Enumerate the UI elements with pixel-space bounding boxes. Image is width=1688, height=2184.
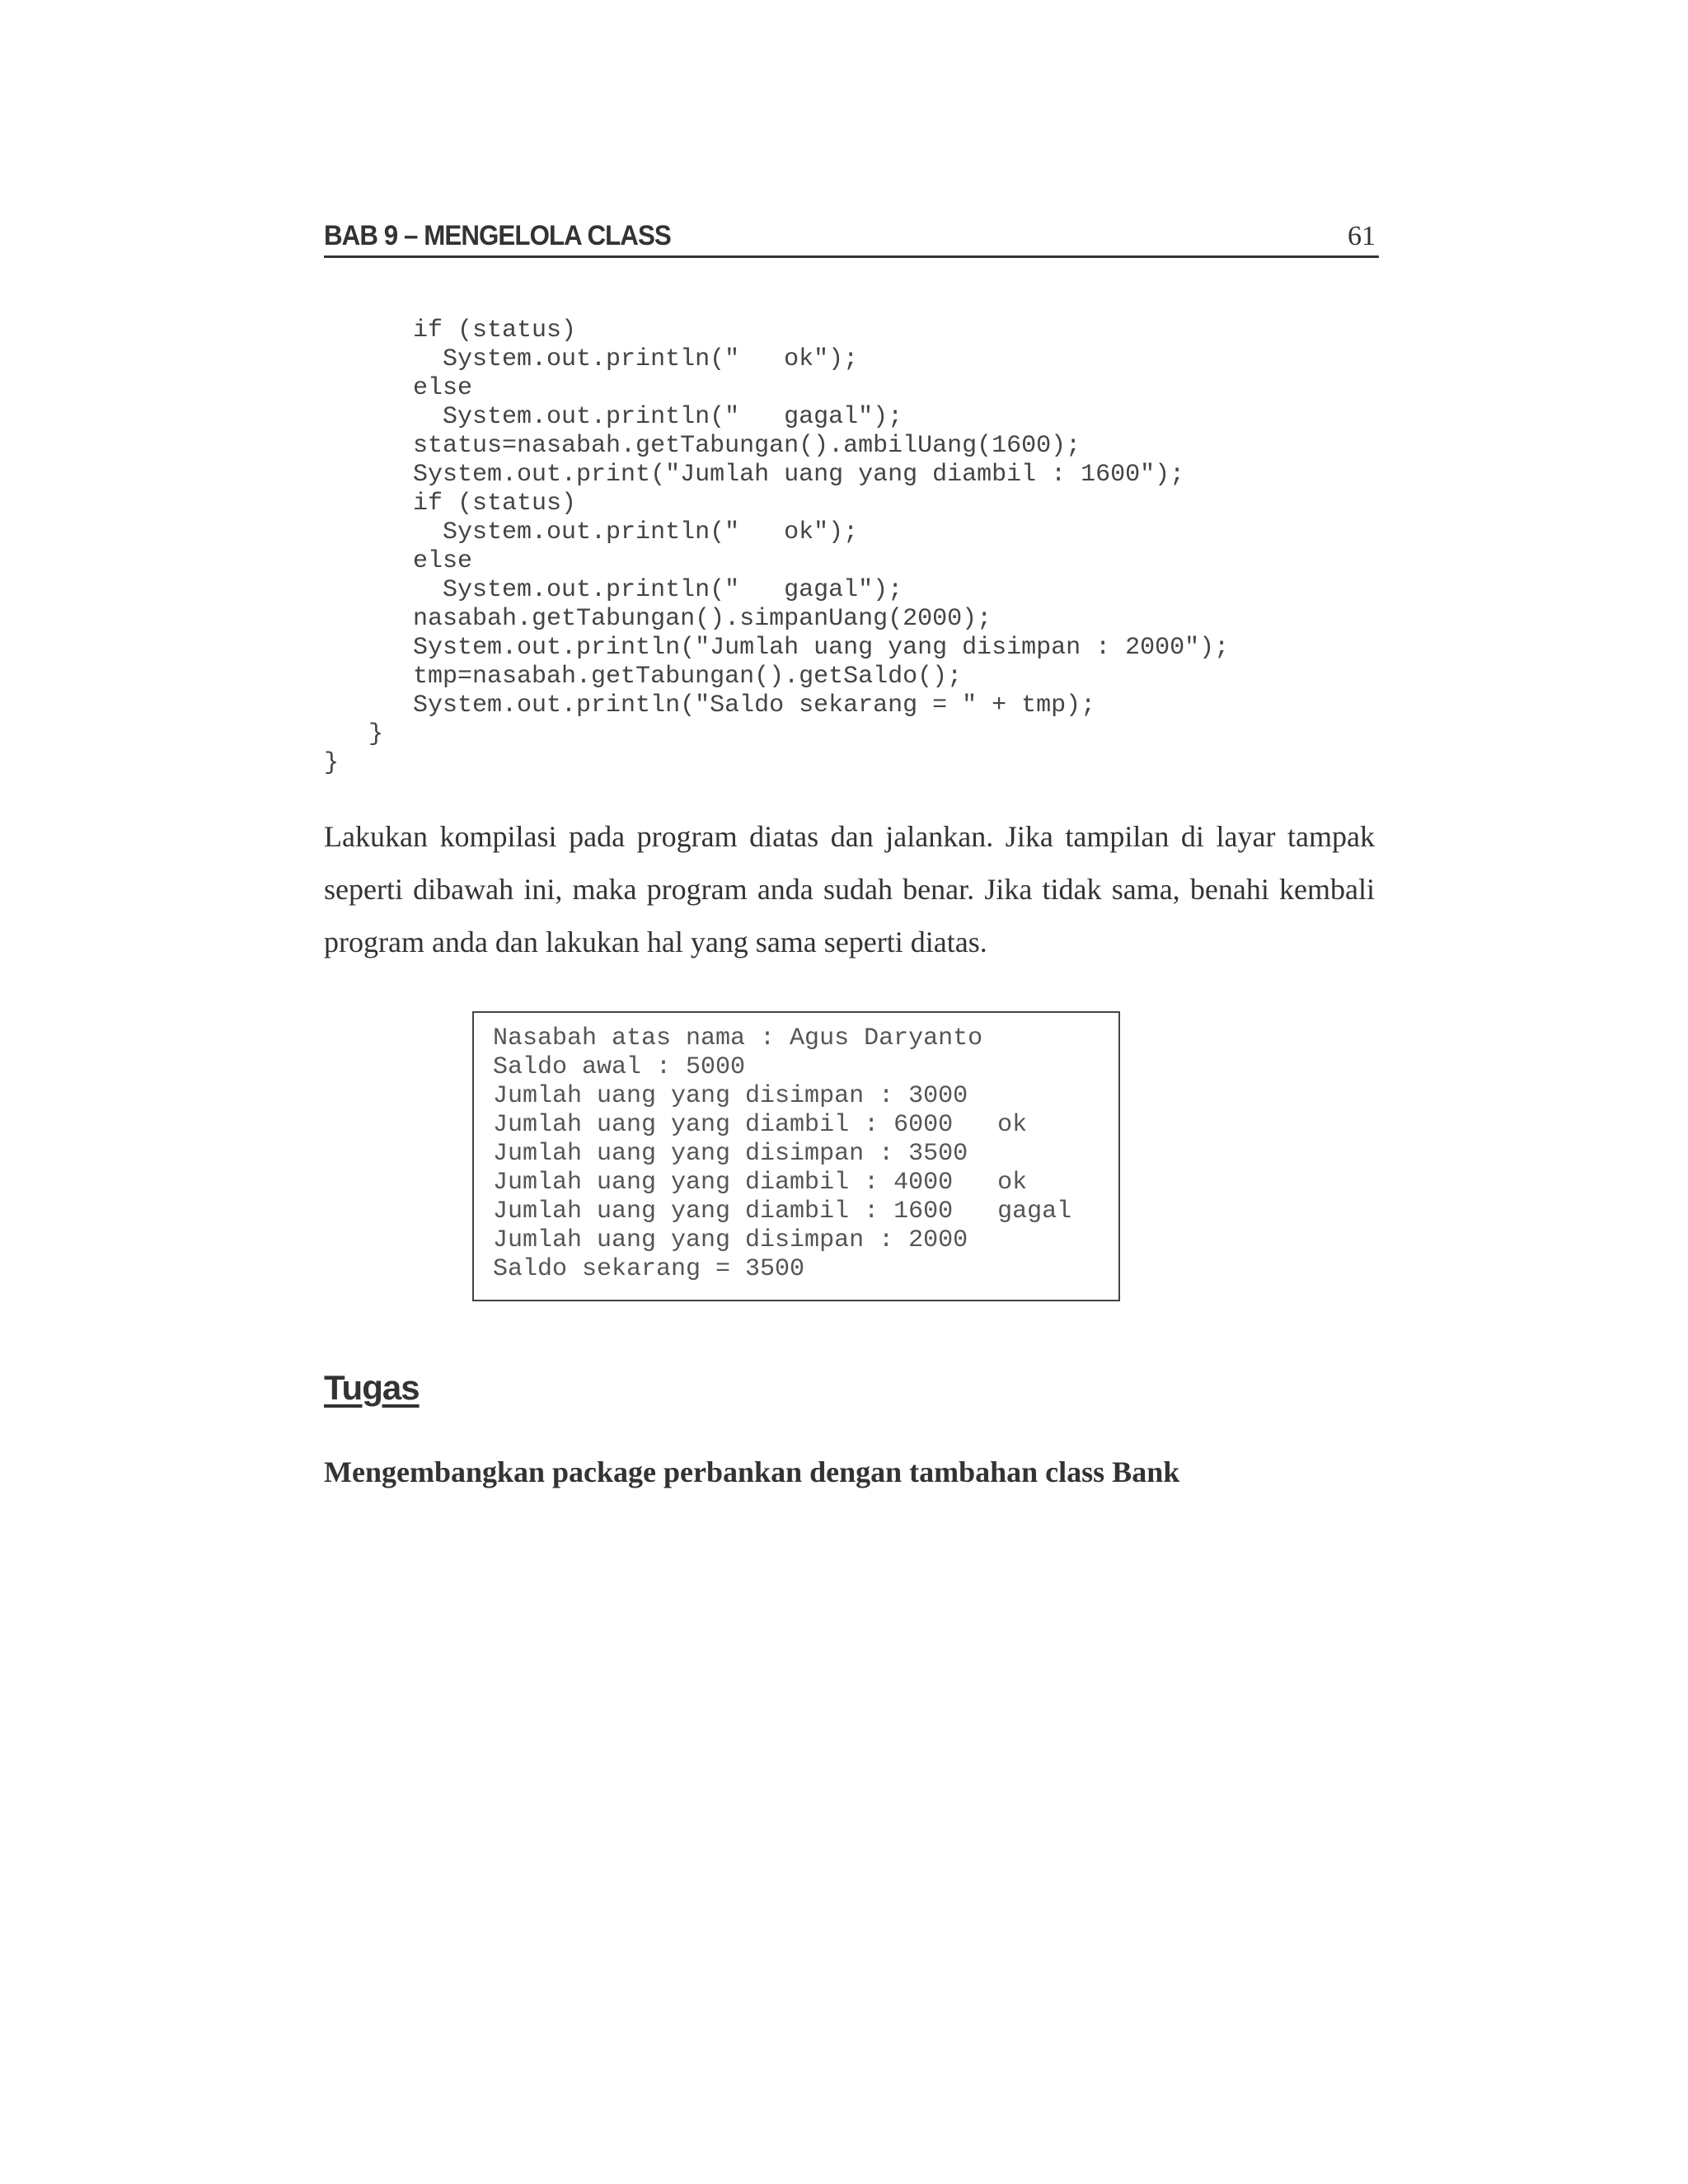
code-line: else bbox=[324, 547, 473, 575]
code-line: System.out.println(" gagal"); bbox=[324, 576, 903, 604]
chapter-title: BAB 9 – MENGELOLA CLASS bbox=[324, 220, 671, 251]
output-line: Jumlah uang yang disimpan : 3500 bbox=[493, 1140, 968, 1168]
code-line: System.out.print("Jumlah uang yang diambil : 1600"); bbox=[324, 461, 1185, 489]
code-line: System.out.println(" gagal"); bbox=[324, 403, 903, 431]
code-line: System.out.println("Jumlah uang yang disimpan : 2000"); bbox=[324, 634, 1230, 662]
section-title: Tugas bbox=[324, 1368, 420, 1407]
code-line: nasabah.getTabungan().simpanUang(2000); bbox=[324, 605, 992, 633]
code-listing bbox=[324, 316, 1229, 778]
program-output-box bbox=[472, 1011, 1120, 1301]
instruction-paragraph: Lakukan kompilasi pada program diatas dan jalankan. Jika tampilan di layar tampak seperti dibawah ini, maka program anda sudah benar. Jika tidak sama, benahi kembali program anda dan lakukan hal yang sama seperti diatas. bbox=[324, 820, 1375, 958]
code-line: } bbox=[324, 720, 384, 748]
output-line: Jumlah uang yang diambil : 1600 gagal bbox=[493, 1197, 1072, 1226]
code-line: if (status) bbox=[324, 316, 577, 344]
code-line: System.out.println(" ok"); bbox=[324, 345, 859, 373]
code-line: System.out.println(" ok"); bbox=[324, 518, 859, 546]
code-line: if (status) bbox=[324, 490, 577, 518]
code-line: System.out.println("Saldo sekarang = " + tmp); bbox=[324, 691, 1096, 719]
page-header bbox=[324, 216, 1379, 258]
task-subtitle: Mengembangkan package perbankan dengan tambahan class Bank bbox=[324, 1455, 1180, 1488]
output-line: Jumlah uang yang diambil : 4000 ok bbox=[493, 1169, 1028, 1197]
output-line: Jumlah uang yang diambil : 6000 ok bbox=[493, 1111, 1028, 1139]
output-line: Saldo sekarang = 3500 bbox=[493, 1255, 805, 1283]
code-line: } bbox=[324, 749, 340, 777]
program-output bbox=[493, 1024, 1118, 1284]
output-line: Nasabah atas nama : Agus Daryanto bbox=[493, 1024, 983, 1052]
code-line: status=nasabah.getTabungan().ambilUang(1600); bbox=[324, 432, 1081, 460]
output-line: Saldo awal : 5000 bbox=[493, 1053, 746, 1081]
output-line: Jumlah uang yang disimpan : 2000 bbox=[493, 1226, 968, 1254]
code-line: tmp=nasabah.getTabungan().getSaldo(); bbox=[324, 663, 963, 691]
code-line: else bbox=[324, 374, 473, 402]
page-number: 61 bbox=[1348, 221, 1376, 251]
output-line: Jumlah uang yang disimpan : 3000 bbox=[493, 1082, 968, 1110]
